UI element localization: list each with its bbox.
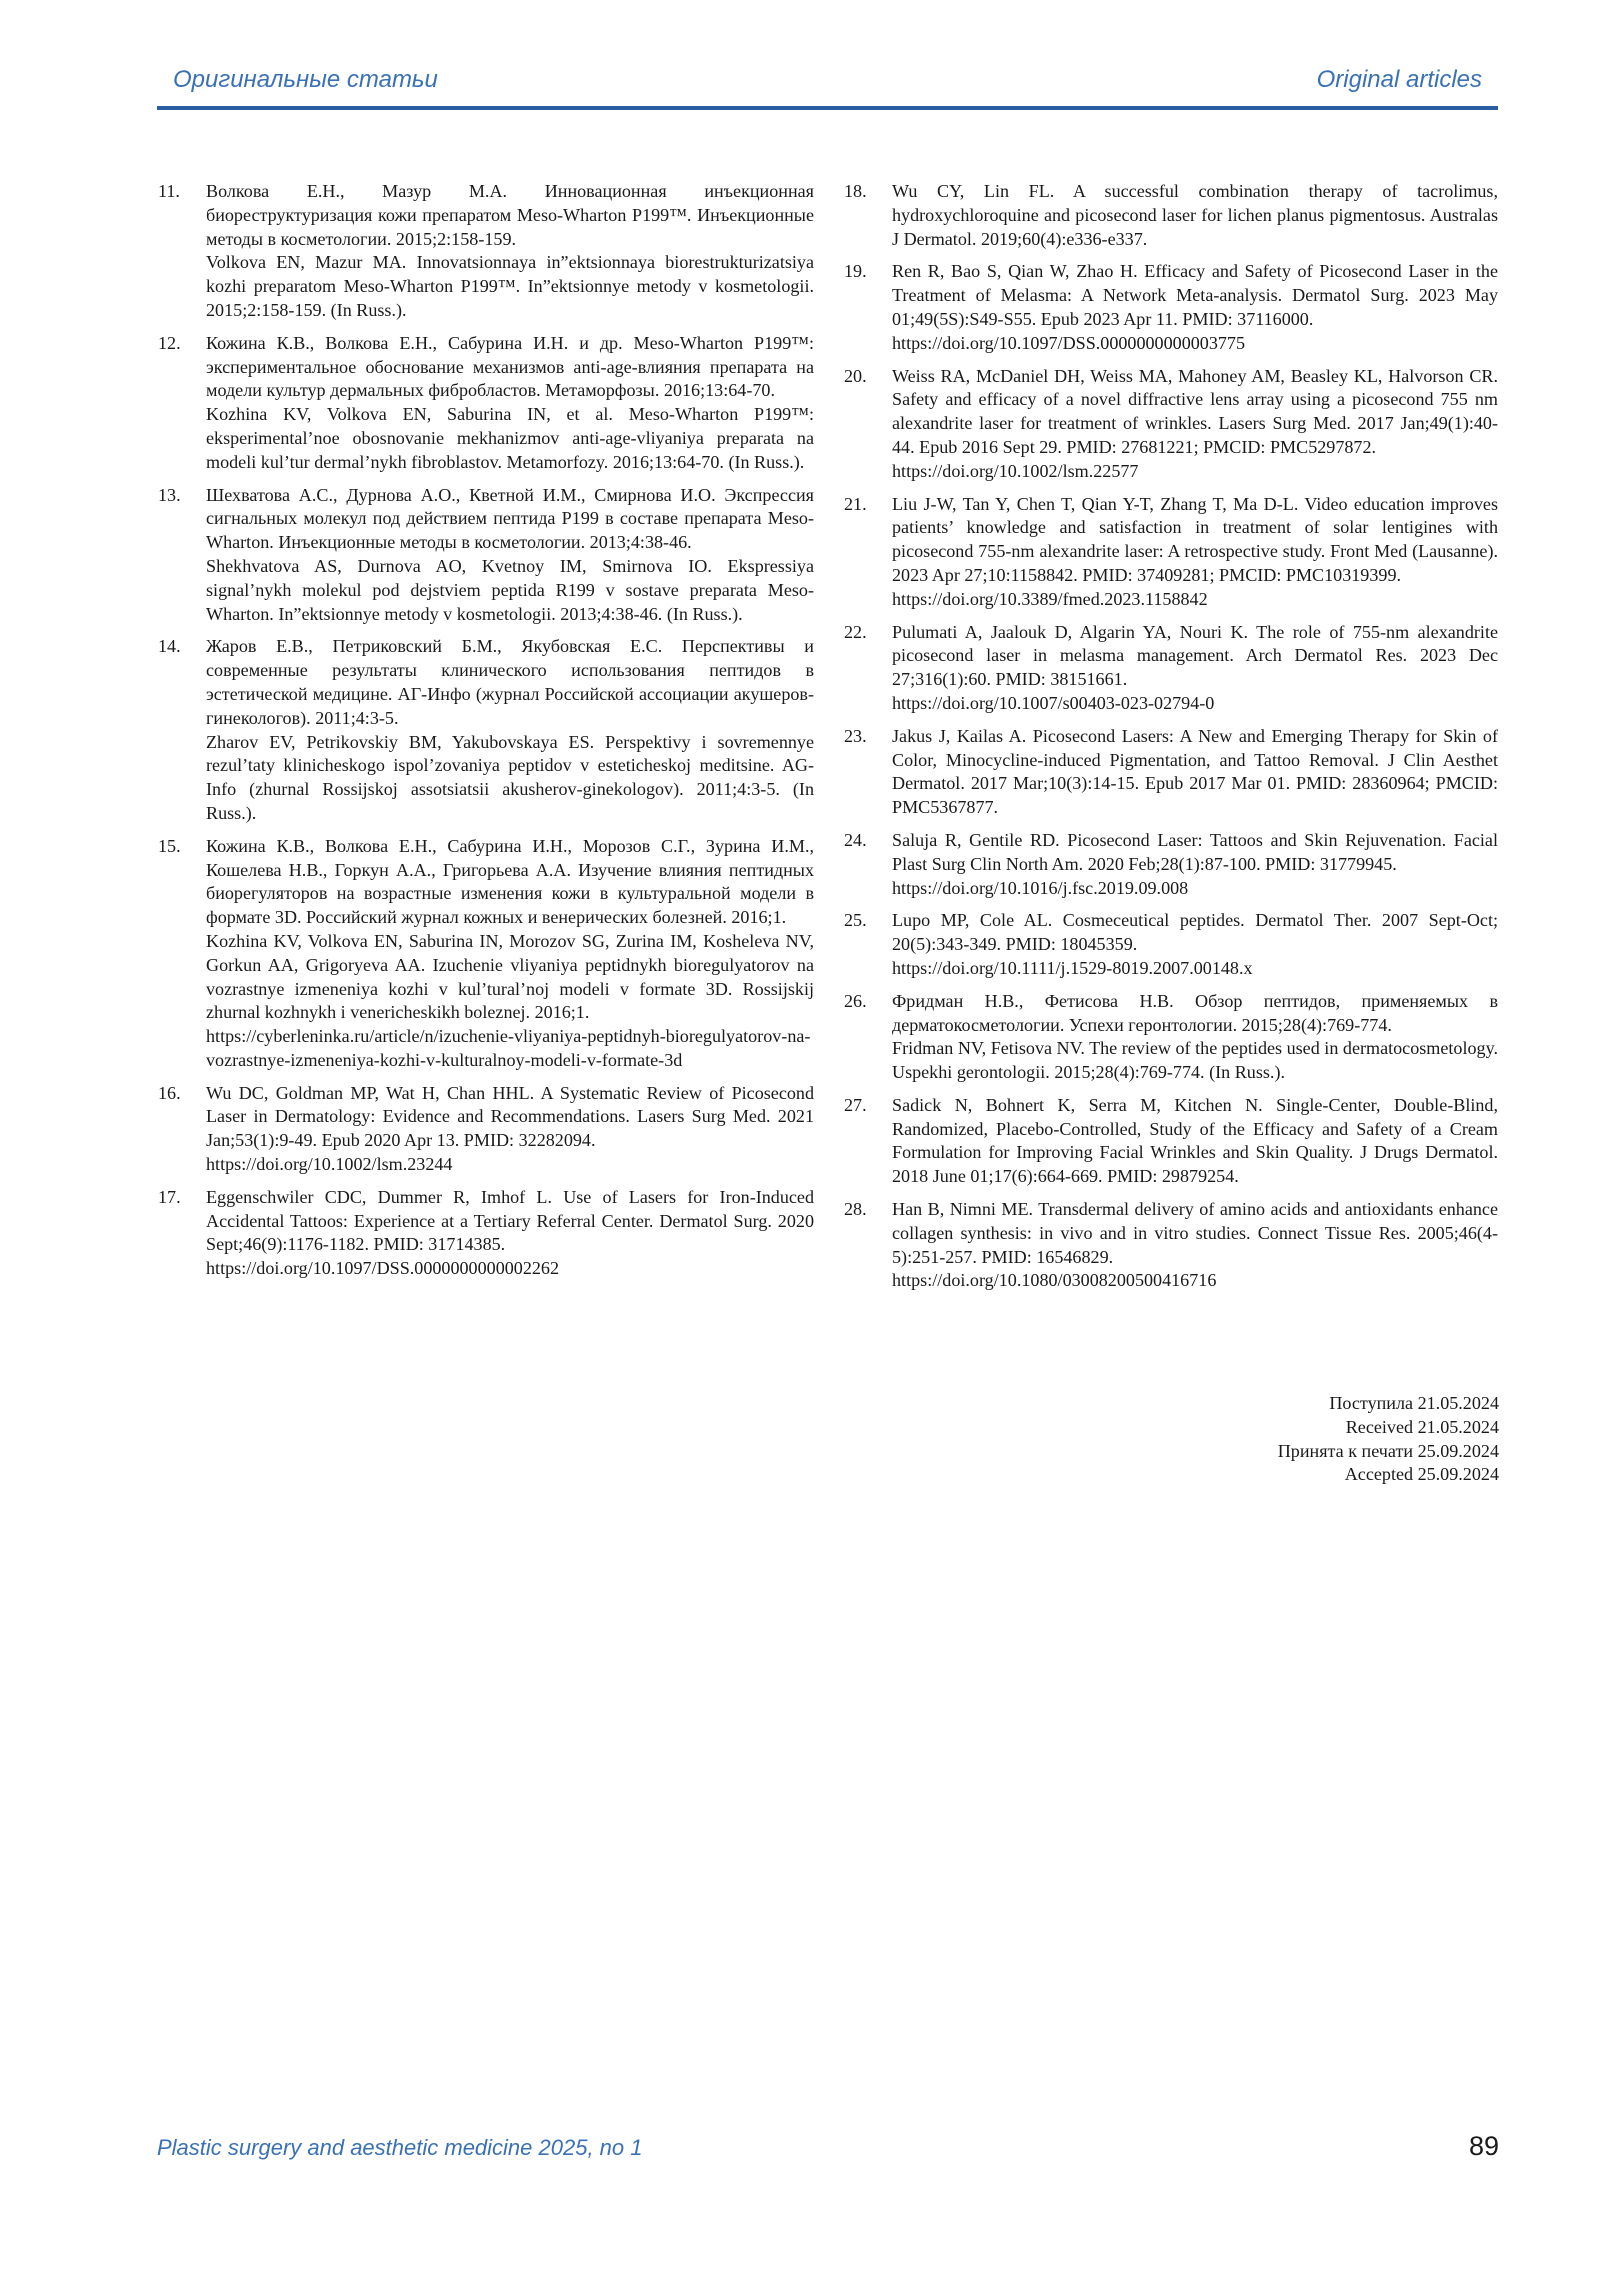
reference-item <box>844 909 1498 980</box>
reference-line: Jakus J, Kailas A. Picosecond Lasers: A New and Emerging Therapy for Skin of Color, Minocycline-induced Pigmentation, and Tattoo Removal. J Clin Aesthet Dermatol. 2017 Mar;10(3):14-15. Epub 2017 Mar 01. PMID: 28360964; PMCID: PMC5367877. <box>892 725 1498 818</box>
reference-link[interactable]: https://doi.org/10.1016/j.fsc.2019.09.008 <box>892 877 1189 898</box>
reference-item <box>844 260 1498 355</box>
reference-text <box>892 829 1498 900</box>
reference-link[interactable]: https://cyberleninka.ru/article/n/izuchenie-vliyaniya-peptidnyh-bioregulyatorov-na-vozrastnye-izmeneniya-kozhi-v-kulturalnoy-modeli-v-formate-3d <box>206 1026 811 1070</box>
reference-text <box>892 1094 1498 1189</box>
received-line: Поступила 21.05.2024 <box>1329 1393 1499 1413</box>
reference-text <box>206 1186 814 1281</box>
reference-number: 20. <box>844 365 867 386</box>
reference-number: 14. <box>158 636 181 657</box>
reference-line: Eggenschwiler CDC, Dummer R, Imhof L. Use of Lasers for Iron-Induced Accidental Tattoos: Experience at a Tertiary Referral Center. Dermatol Surg. 2020 Sept;46(9):1176-1182. PMID: 31714385. <box>206 1186 814 1255</box>
reference-line: Kozhina KV, Volkova EN, Saburina IN, et al. Meso-Wharton P199™: eksperimental’noe obosnovanie mekhanizmov anti-age-vliyaniya preparata na modeli kul’tur dermal’nykh fibroblastov. Metamorfozy. 2016;13:64-70. (In Russ.). <box>206 404 814 472</box>
reference-text <box>206 835 814 1073</box>
page-number: 89 <box>1468 2131 1499 2161</box>
reference-item <box>844 180 1498 251</box>
reference-item <box>844 1094 1498 1189</box>
received-line: Accepted 25.09.2024 <box>1344 1464 1499 1485</box>
reference-number: 24. <box>844 829 867 850</box>
reference-link[interactable]: https://doi.org/10.3389/fmed.2023.1158842 <box>892 588 1208 609</box>
running-header <box>157 62 1498 110</box>
reference-line: Han B, Nimni ME. Transdermal delivery of amino acids and antioxidants enhance collagen synthesis: in vivo and in vitro studies. Connect Tissue Res. 2005;46(4-5):251-257. PMID: 16546829. <box>892 1199 1498 1267</box>
reference-item <box>158 635 814 825</box>
reference-number: 22. <box>844 621 867 642</box>
reference-number: 11. <box>158 181 180 201</box>
reference-item <box>844 493 1498 612</box>
reference-text <box>206 635 814 825</box>
reference-line: Weiss RA, McDaniel DH, Weiss MA, Mahoney AM, Beasley KL, Halvorson CR. Safety and efficacy of a novel diffractive lens array using a picosecond 755 nm alexandrite laser for treatment of wrinkles. Lasers Surg Med. 2017 Jan;49(1):40-44. Epub 2016 Sept 29. PMID: 27681221; PMCID: PMC5297872. <box>892 365 1498 457</box>
reference-line: Saluja R, Gentile RD. Picosecond Laser: Tattoos and Skin Rejuvenation. Facial Plast Surg Clin North Am. 2020 Feb;28(1):87-100. PMID: 31779945. <box>892 829 1498 874</box>
reference-item <box>158 1082 814 1177</box>
reference-line: Кожина К.В., Волкова Е.Н., Сабурина И.Н., Морозов С.Г., Зурина И.М., Кошелева Н.В., Горкун А.А., Григорьева А.А. Изучение влияния пептидных биорегуляторов на возрастные изменения кожи в культуральной модели в формате 3D. Российский журнал кожных и венерических болезней. 2016;1. <box>206 835 814 928</box>
reference-line: Lupo MP, Cole AL. Cosmeceutical peptides. Dermatol Ther. 2007 Sept-Oct; 20(5):343-349. PMID: 18045359. <box>892 910 1498 955</box>
reference-line: Kozhina KV, Volkova EN, Saburina IN, Morozov SG, Zurina IM, Kosheleva NV, Gorkun AA, Grigoryeva AA. Izuchenie vliyaniya peptidnykh bioregulyatorov na vozrastnye izmeneniya kozhi v kul’tural’noj modeli v formate 3D. Rossijskij zhurnal kozhnykh i venericheskikh boleznej. 2016;1. <box>206 930 814 1023</box>
reference-line: Шехватова А.С., Дурнова А.О., Кветной И.М., Смирнова И.О. Экспрессия сигнальных молекул под действием пептида Р199 в составе препарата Meso-Wharton. Инъекционные методы в косметологии. 2013;4:38-46. <box>206 484 814 553</box>
reference-text <box>206 180 814 323</box>
reference-line: Wu DC, Goldman MP, Wat H, Chan HHL. A Systematic Review of Picosecond Laser in Dermatology: Evidence and Recommendations. Lasers Surg Med. 2021 Jan;53(1):9-49. Epub 2020 Apr 13. PMID: 32282094. <box>206 1082 814 1151</box>
reference-line: Liu J-W, Tan Y, Chen T, Qian Y-T, Zhang T, Ma D-L. Video education improves patients’ knowledge and satisfaction in treatment of solar lentigines with picosecond 755-nm alexandrite laser: A retrospective study. Front Med (Lausanne). 2023 Apr 27;10:1158842. PMID: 37409281; PMCID: PMC10319399. <box>892 493 1498 585</box>
reference-line: Ren R, Bao S, Qian W, Zhao H. Efficacy and Safety of Picosecond Laser in the Treatment of Melasma: A Network Meta-analysis. Dermatol Surg. 2023 May 01;49(5S):S49-S55. Epub 2023 Apr 11. PMID: 37116000. <box>892 261 1498 329</box>
reference-text <box>206 1082 814 1177</box>
reference-number: 26. <box>844 990 867 1011</box>
reference-number: 13. <box>158 484 181 505</box>
reference-text <box>206 484 814 627</box>
reference-text <box>892 1198 1498 1293</box>
reference-number: 27. <box>844 1094 867 1115</box>
reference-line: Кожина К.В., Волкова Е.Н., Сабурина И.Н. и др. Meso-Wharton P199™: экспериментальное обоснование механизмов anti-age-влияния препарата на модели культур дермальных фибробластов. Метаморфозы. 2016;13:64-70. <box>206 332 814 401</box>
reference-line: Volkova EN, Mazur MA. Innovatsionnaya in”ektsionnaya biorestrukturizatsiya kozhi preparatom Meso-Wharton P199™. In”ektsionnye metody v kosmetologii. 2015;2:158-159. (In Russ.). <box>206 252 814 320</box>
reference-line: Wu CY, Lin FL. A successful combination therapy of tacrolimus, hydroxychloroquine and picosecond laser for lichen planus pigmentosus. Australas J Dermatol. 2019;60(4):e336-e337. <box>892 181 1498 249</box>
reference-item <box>158 1186 814 1281</box>
reference-item <box>844 1198 1498 1293</box>
reference-item <box>844 990 1498 1085</box>
reference-number: 12. <box>158 332 181 353</box>
reference-item <box>844 365 1498 484</box>
reference-line: Sadick N, Bohnert K, Serra M, Kitchen N. Single-Center, Double-Blind, Randomized, Placebo-Controlled, Study of the Efficacy and Safety of a Cream Formulation for Improving Facial Wrinkles and Skin Quality. J Drugs Dermatol. 2018 June 01;17(6):664-669. PMID: 29879254. <box>892 1094 1498 1187</box>
reference-line: Fridman NV, Fetisova NV. The review of the peptides used in dermatocosmetology. Uspekhi gerontologii. 2015;28(4):769-774. (In Russ.). <box>892 1038 1498 1083</box>
reference-item <box>844 621 1498 716</box>
reference-number: 17. <box>158 1186 181 1207</box>
reference-line: Pulumati A, Jaalouk D, Algarin YA, Nouri K. The role of 755-nm alexandrite picosecond laser in melasma management. Arch Dermatol Res. 2023 Dec 27;316(1):60. PMID: 38151661. <box>892 621 1498 690</box>
reference-text <box>892 621 1498 716</box>
reference-link[interactable]: https://doi.org/10.1080/03008200500416716 <box>892 1270 1217 1291</box>
reference-number: 28. <box>844 1199 867 1220</box>
received-line: Принята к печати 25.09.2024 <box>1277 1440 1499 1461</box>
reference-link[interactable]: https://doi.org/10.1002/lsm.23244 <box>206 1154 453 1175</box>
received-dates <box>1278 1392 1499 1487</box>
reference-link[interactable]: https://doi.org/10.1097/DSS.0000000000003775 <box>892 332 1246 353</box>
reference-link[interactable]: https://doi.org/10.1002/lsm.22577 <box>892 460 1139 481</box>
journal-footer: Plastic surgery and aesthetic medicine 2025, no 1 <box>157 2135 643 2160</box>
reference-link[interactable]: https://doi.org/10.1007/s00403-023-02794-0 <box>892 692 1215 713</box>
reference-line: Волкова Е.Н., Мазур М.А. Инновационная инъекционная биореструктуризация кожи препаратом Meso-Wharton P199™. Инъекционные методы в косметологии. 2015;2:158-159. <box>206 181 814 249</box>
reference-item <box>158 332 814 475</box>
reference-text <box>206 332 814 475</box>
reference-text <box>892 180 1498 251</box>
section-title-ru: Оригинальные статьи <box>173 66 438 93</box>
reference-item <box>844 725 1498 820</box>
reference-number: 16. <box>158 1082 181 1103</box>
reference-item <box>158 180 814 323</box>
reference-link[interactable]: https://doi.org/10.1097/DSS.0000000000002262 <box>206 1258 560 1279</box>
references-column-left <box>158 180 814 1290</box>
reference-number: 23. <box>844 725 867 746</box>
reference-text <box>892 725 1498 820</box>
reference-link[interactable]: https://doi.org/10.1111/j.1529-8019.2007.00148.x <box>892 957 1253 978</box>
references-column-right <box>844 180 1498 1302</box>
reference-item <box>158 484 814 627</box>
reference-text <box>892 365 1498 484</box>
received-line: Received 21.05.2024 <box>1345 1416 1499 1437</box>
section-title-en: Original articles <box>1316 66 1482 93</box>
reference-text <box>892 260 1498 355</box>
reference-number: 25. <box>844 910 867 931</box>
reference-text <box>892 493 1498 612</box>
reference-text <box>892 990 1498 1085</box>
reference-line: Zharov EV, Petrikovskiy BM, Yakubovskaya ES. Perspektivy i sovremennye rezul’taty klinicheskogo ispol’zovaniya peptidov v esteticheskoj meditsine. AG-Info (zhurnal Rossijskoj assotsiatsii akusherov-ginekologov). 2011;4:3-5. (In Russ.). <box>206 731 814 823</box>
reference-line: Жаров Е.В., Петриковский Б.М., Якубовская Е.С. Перспективы и современные результаты клинического использования пептидов в эстетической медицине. АГ-Инфо (журнал Российской ассоциации акушеров-гинекологов). 2011;4:3-5. <box>206 636 814 728</box>
reference-item <box>844 829 1498 900</box>
reference-line: Фридман Н.В., Фетисова Н.В. Обзор пептидов, применяемых в дерматокосметологии. Успехи геронтологии. 2015;28(4):769-774. <box>892 990 1498 1035</box>
reference-number: 18. <box>844 181 867 201</box>
reference-text <box>892 909 1498 980</box>
reference-line: Shekhvatova AS, Durnova AO, Kvetnoy IM, Smirnova IO. Ekspressiya signal’nykh molekul pod dejstviem peptida R199 v sostave preparata Meso-Wharton. In”ektsionnye metody v kosmetologii. 2013;4:38-46. (In Russ.). <box>206 555 814 624</box>
reference-number: 15. <box>158 835 181 856</box>
reference-number: 19. <box>844 261 867 282</box>
reference-number: 21. <box>844 493 867 514</box>
reference-item <box>158 835 814 1073</box>
